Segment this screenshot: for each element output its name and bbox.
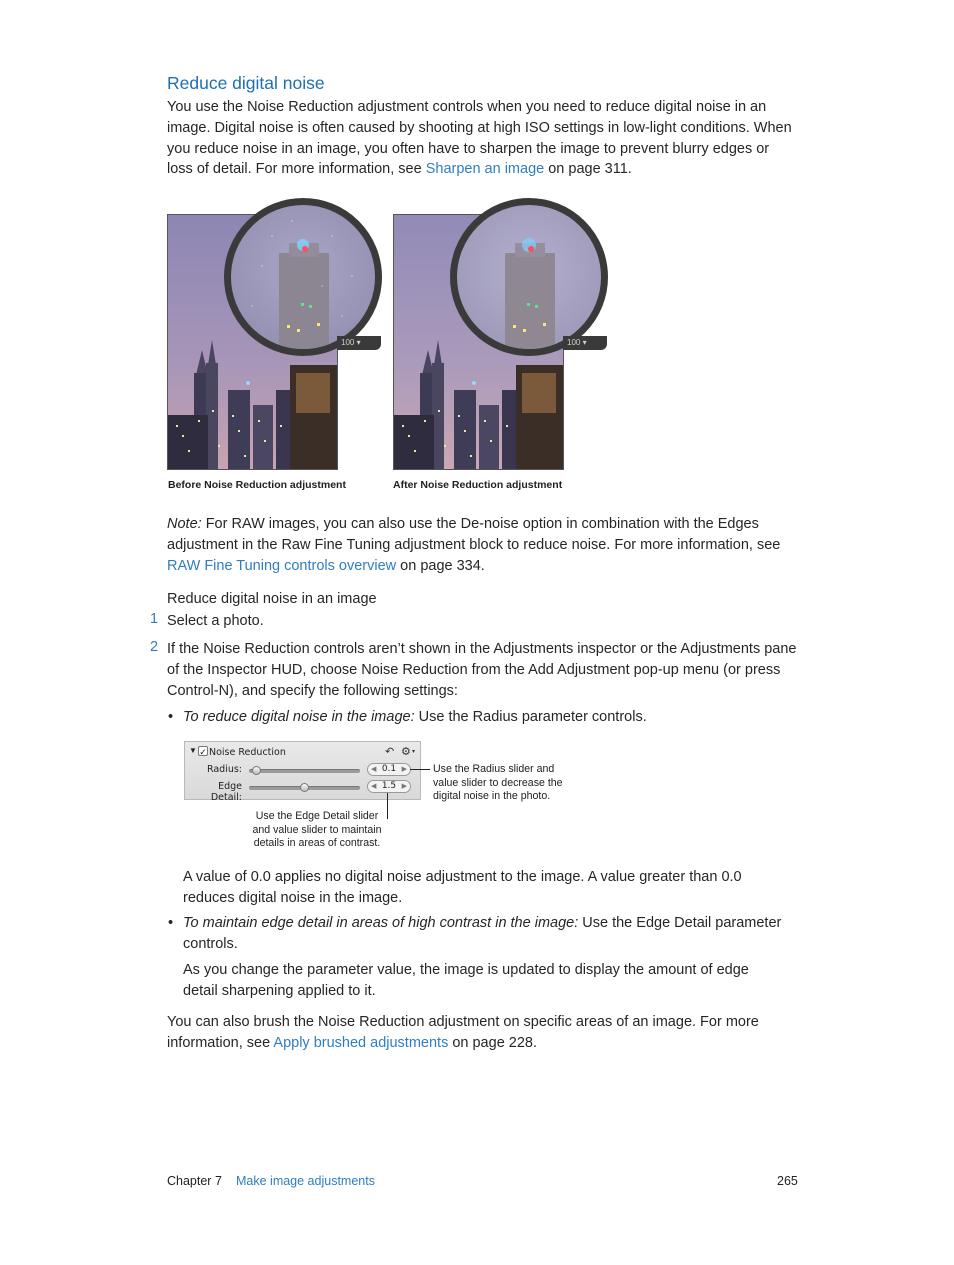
radius-label: Radius: (206, 764, 242, 775)
footer-chapter-title-link[interactable]: Make image adjustments (236, 1174, 375, 1188)
before-zoom-indicator[interactable]: 100 ▾ (337, 336, 381, 350)
radius-value-slider[interactable] (367, 763, 411, 776)
edge-detail-value: 1.5 (381, 781, 397, 791)
bullet-marker: • (168, 709, 174, 725)
edge-detail-callout: Use the Edge Detail slider and value slider to maintain details in areas of contrast. (252, 810, 382, 850)
callout-leader-radius (410, 769, 430, 770)
edge-detail-value-slider[interactable] (367, 780, 411, 793)
footer-chapter: Chapter 7 (167, 1174, 222, 1188)
section-title: Reduce digital noise (167, 73, 325, 93)
after-loupe (450, 198, 608, 356)
disclosure-triangle-icon[interactable]: ▼ (189, 746, 197, 755)
bullet-text: Use the Radius parameter controls. (414, 709, 647, 725)
zoom-level: 100 (567, 338, 581, 347)
bullet-lead: To reduce digital noise in the image: (183, 709, 415, 725)
reset-icon[interactable]: ↶ (385, 746, 395, 758)
raw-fine-tuning-link[interactable]: RAW Fine Tuning controls overview (167, 557, 397, 574)
radius-value: 0.1 (381, 764, 397, 774)
intro-text: You use the Noise Reduction adjustment controls when you need to reduce digital noise in an image. Digital noise is often caused by shooting at high ISO settings in low-light conditions. When you reduce noise in an image, you often have to sharpen the image to prevent blurry edges or loss of detail. For more information, see (167, 99, 792, 178)
after-zoom-indicator[interactable]: 100 ▾ (563, 336, 607, 350)
radius-slider[interactable] (249, 769, 360, 773)
before-loupe (224, 198, 382, 356)
apply-brushed-adjustments-link[interactable]: Apply brushed adjustments (273, 1034, 449, 1051)
note-suffix: on page 334. (396, 557, 485, 574)
before-figure (167, 196, 382, 472)
closing-text: You can also brush the Noise Reduction adjustment on specific areas of an image. For more information, see (167, 1014, 759, 1051)
after-figure (393, 196, 608, 472)
closing-paragraph (167, 1012, 797, 1054)
edge-detail-explanation: As you change the parameter value, the image is updated to display the amount of edge detail sharpening applied to it. (183, 962, 749, 999)
noisy-zoom-image (231, 205, 375, 349)
intro-suffix: on page 311. (544, 161, 632, 178)
before-caption: Before Noise Reduction adjustment (168, 479, 346, 491)
note-text: For RAW images, you can also use the De-noise option in combination with the Edges adjustment in the Raw Fine Tuning adjustment block to reduce noise. For more information, see (167, 516, 781, 553)
noise-reduction-panel (184, 741, 421, 803)
bullet-lead: To maintain edge detail in areas of high contrast in the image: (183, 915, 579, 931)
panel-title: Noise Reduction (209, 747, 286, 758)
step-number: 1 (150, 611, 159, 627)
zoom-level: 100 (341, 338, 355, 347)
decrement-arrow-icon[interactable]: ◀ (371, 765, 377, 773)
radius-explanation: A value of 0.0 applies no digital noise adjustment to the image. A value greater than 0.0 reduces digital noise in the image. (183, 869, 742, 906)
step-text: If the Noise Reduction controls aren’t shown in the Adjustments inspector or the Adjustments pane of the Inspector HUD, choose Noise Reduction from the Add Adjustment pop-up menu (or press Control-N), and specify the following settings: (167, 641, 797, 699)
radius-slider-thumb[interactable] (252, 766, 261, 775)
bullet-item (183, 707, 797, 728)
task-heading: Reduce digital noise in an image (167, 591, 377, 607)
note-label: Note: (167, 516, 202, 532)
bullet-marker: • (168, 915, 174, 931)
gear-icon[interactable]: ⚙ (401, 746, 411, 758)
increment-arrow-icon[interactable]: ▶ (401, 782, 407, 790)
after-caption: After Noise Reduction adjustment (393, 479, 563, 491)
bullet-item (183, 913, 783, 955)
increment-arrow-icon[interactable]: ▶ (401, 765, 407, 773)
edge-detail-slider-thumb[interactable] (300, 783, 309, 792)
page-number: 265 (777, 1174, 798, 1188)
step-text: Select a photo. (167, 613, 264, 629)
intro-paragraph (167, 97, 797, 180)
radius-callout: Use the Radius slider and value slider to decrease the digital noise in the photo. (433, 763, 563, 803)
closing-suffix: on page 228. (448, 1034, 538, 1051)
chevron-down-icon[interactable]: ▾ (412, 749, 416, 755)
decrement-arrow-icon[interactable]: ◀ (371, 782, 377, 790)
enable-checkbox[interactable]: ✓ (199, 747, 207, 757)
note-paragraph (167, 514, 797, 576)
bullet-text: Use the Edge Detail parameter controls. (183, 915, 782, 952)
sharpen-image-link[interactable]: Sharpen an image (425, 161, 545, 178)
edge-detail-label: Edge Detail: (210, 781, 242, 803)
smooth-zoom-image (457, 205, 601, 349)
step-number: 2 (150, 639, 159, 655)
